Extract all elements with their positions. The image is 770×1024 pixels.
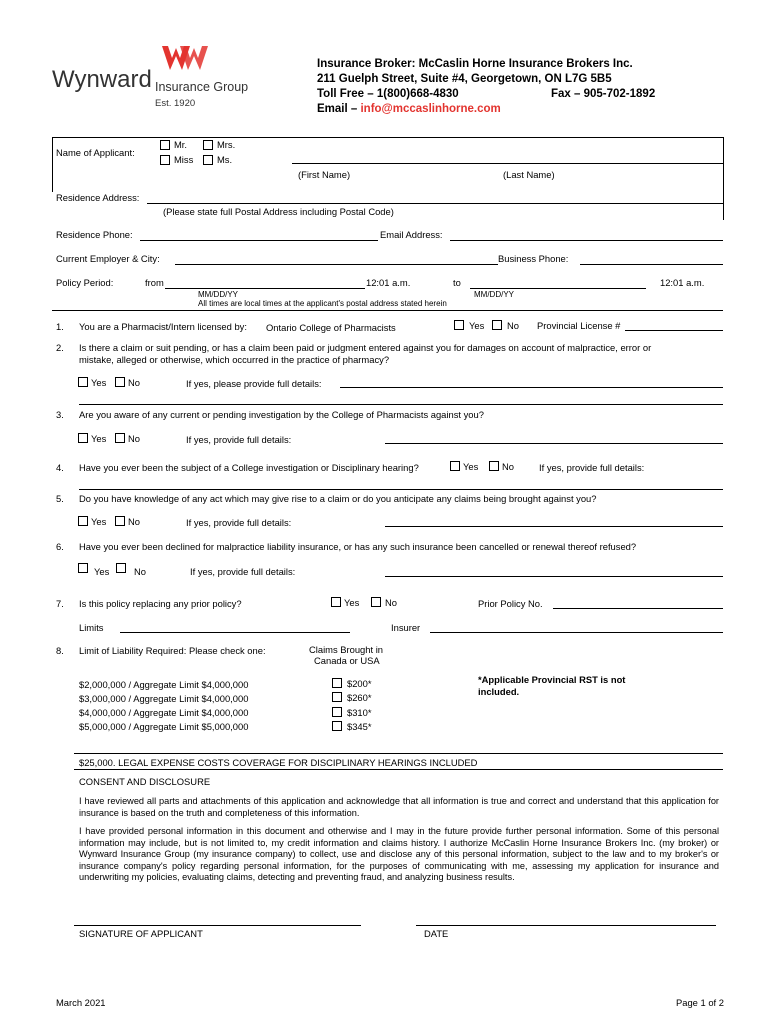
policy-time2: 12:01 a.m. <box>660 277 705 288</box>
consent-paragraph-1: I have reviewed all parts and attachments of this application and acknowledge that all information is true and correct and understand that this application for insurance is based on the truth and completeness of this information. <box>79 796 719 818</box>
q3-details-label: If yes, provide full details: <box>186 434 292 445</box>
broker-name: Insurance Broker: McCaslin Horne Insurance Brokers Inc. <box>317 58 633 70</box>
employer-label: Current Employer & City: <box>56 253 160 264</box>
q6-text: Have you ever been declined for malpractice liability insurance, or has any such insurance been cancelled or renewal thereof refused? <box>79 541 637 552</box>
q6-number: 6. <box>56 541 64 552</box>
limit-option-1: $2,000,000 / Aggregate Limit $4,000,000 <box>79 679 249 690</box>
mr-checkbox[interactable] <box>160 140 170 150</box>
q6-yes-checkbox[interactable] <box>78 563 88 573</box>
policy-format1: MM/DD/YY <box>198 290 238 299</box>
last-name-label: (Last Name) <box>503 169 555 180</box>
q5-text: Do you have knowledge of any act which may give rise to a claim or do you anticipate any claims being brought against you? <box>79 493 597 504</box>
ms-checkbox[interactable] <box>203 155 213 165</box>
ms-label: Ms. <box>217 154 233 165</box>
q8-text: Limit of Liability Required: Please check one: <box>79 645 266 656</box>
q7-yes-label: Yes <box>344 597 360 608</box>
logo-est: Est. 1920 <box>155 98 196 109</box>
miss-checkbox[interactable] <box>160 155 170 165</box>
date-label: DATE <box>424 928 449 939</box>
q2-no-label: No <box>128 377 140 388</box>
q6-yes-label: Yes <box>94 566 110 577</box>
q1-yes-checkbox[interactable] <box>454 320 464 330</box>
mrs-checkbox[interactable] <box>203 140 213 150</box>
consent-paragraph-2: I have provided personal information in this document and otherwise and I may in the future provide further personal information. Some of this personal information may include, but is not limited to, my credit information and claims history. I authorize McCaslin Horne Insurance Brokers Inc. (my broker) or Wynward Insurance Group (my insurance company) to collect, use and disclose any of this personal information, subject to the law and to my broker's or insurance company's policy regarding personal information, for the purposes of communicating with me, assessing my application for insurance and underwriting my policies, evaluating claims, detecting and preventing fraud, and analyzing business results. <box>79 826 719 882</box>
price-option-1: $200* <box>347 678 372 689</box>
q2-line1: Is there a claim or suit pending, or has a claim been paid or judgment entered against you for damages on account of malpractice, error or <box>79 342 652 353</box>
q1-yes-label: Yes <box>469 320 485 331</box>
employer-input-line[interactable] <box>175 264 498 265</box>
miss-label: Miss <box>174 154 194 165</box>
mrs-label: Mrs. <box>217 139 236 150</box>
footer-page: Page 1 of 2 <box>676 997 724 1008</box>
q5-yes-checkbox[interactable] <box>78 516 88 526</box>
q5-no-checkbox[interactable] <box>115 516 125 526</box>
q2-yes-label: Yes <box>91 377 107 388</box>
logo <box>52 42 267 112</box>
legal-coverage: $25,000. LEGAL EXPENSE COSTS COVERAGE FOR DISCIPLINARY HEARINGS INCLUDED <box>79 757 478 768</box>
q1-number: 1. <box>56 321 64 332</box>
policy-time1: 12:01 a.m. <box>366 277 411 288</box>
email-address-label: Email Address: <box>380 229 443 240</box>
q7-prior-label: Prior Policy No. <box>478 598 543 609</box>
fax: Fax – 905-702-1892 <box>551 88 656 100</box>
q5-yes-label: Yes <box>91 516 107 527</box>
q5-details-input-line[interactable] <box>385 526 723 527</box>
limit-option-2: $3,000,000 / Aggregate Limit $4,000,000 <box>79 693 249 704</box>
limit-option-4: $5,000,000 / Aggregate Limit $5,000,000 <box>79 721 249 732</box>
rst-note-line1: *Applicable Provincial RST is not <box>478 674 626 685</box>
name-input-line[interactable] <box>292 163 723 164</box>
q4-yes-label: Yes <box>463 461 479 472</box>
price-checkbox-1[interactable] <box>332 678 342 688</box>
q6-details-input-line[interactable] <box>385 576 723 577</box>
policy-to: to <box>453 277 461 288</box>
business-phone-label: Business Phone: <box>498 253 569 264</box>
q4-no-checkbox[interactable] <box>489 461 499 471</box>
price-checkbox-4[interactable] <box>332 721 342 731</box>
logo-name: Wynward <box>52 66 152 93</box>
email-label: Email – <box>317 103 361 115</box>
price-checkbox-3[interactable] <box>332 707 342 717</box>
residence-hint: (Please state full Postal Address including Postal Code) <box>163 206 394 217</box>
q1-text: You are a Pharmacist/Intern licensed by: <box>79 321 247 332</box>
q5-number: 5. <box>56 493 64 504</box>
mr-label: Mr. <box>174 139 188 150</box>
q6-no-label: No <box>134 566 146 577</box>
signature-label: SIGNATURE OF APPLICANT <box>79 928 203 939</box>
q4-details-label: If yes, provide full details: <box>539 462 645 473</box>
residence-label: Residence Address: <box>56 192 140 203</box>
policy-label: Policy Period: <box>56 277 114 288</box>
q3-text: Are you aware of any current or pending investigation by the College of Pharmacists against you? <box>79 409 484 420</box>
price-option-2: $260* <box>347 692 372 703</box>
q4-details-input-line[interactable] <box>79 489 723 490</box>
q1-license-input-line[interactable] <box>625 330 723 331</box>
q2-details-label: If yes, please provide full details: <box>186 378 322 389</box>
q8-claims-line1: Claims Brought in <box>309 644 383 655</box>
price-checkbox-2[interactable] <box>332 692 342 702</box>
q7-text: Is this policy replacing any prior policy? <box>79 598 242 609</box>
q1-no-label: No <box>507 320 519 331</box>
q4-number: 4. <box>56 462 64 473</box>
policy-from: from <box>145 277 164 288</box>
price-option-4: $345* <box>347 721 372 732</box>
q8-number: 8. <box>56 645 64 656</box>
toll-free: Toll Free – 1(800)668-4830 <box>317 88 459 100</box>
q1-license-label: Provincial License # <box>537 320 621 331</box>
q2-yes-checkbox[interactable] <box>78 377 88 387</box>
rst-note-line2: included. <box>478 686 520 697</box>
q7-insurer-input-line[interactable] <box>430 632 723 633</box>
policy-note: All times are local times at the applicant's postal address stated herein <box>198 299 447 308</box>
q7-prior-input-line[interactable] <box>553 608 723 609</box>
logo-sub: Insurance Group <box>155 80 249 94</box>
q3-yes-label: Yes <box>91 433 107 444</box>
q7-limits-input-line[interactable] <box>120 632 350 633</box>
phone-label: Residence Phone: <box>56 229 133 240</box>
q6-no-checkbox[interactable] <box>116 563 126 573</box>
q2-number: 2. <box>56 342 64 353</box>
limit-option-3: $4,000,000 / Aggregate Limit $4,000,000 <box>79 707 249 718</box>
email-input-line[interactable] <box>450 240 723 241</box>
q5-details-label: If yes, provide full details: <box>186 517 292 528</box>
q7-limits-label: Limits <box>79 622 104 633</box>
q8-claims-line2: Canada or USA <box>314 655 380 666</box>
signature-input-line[interactable] <box>74 925 361 926</box>
business-phone-input-line[interactable] <box>580 264 723 265</box>
q7-yes-checkbox[interactable] <box>331 597 341 607</box>
price-option-3: $310* <box>347 707 372 718</box>
phone-input-line[interactable] <box>140 240 378 241</box>
q6-details-label: If yes, provide full details: <box>190 566 296 577</box>
policy-to-input-line[interactable] <box>470 288 646 289</box>
q4-text: Have you ever been the subject of a College investigation or Disciplinary hearing? <box>79 462 419 473</box>
q4-yes-checkbox[interactable] <box>450 461 460 471</box>
q3-yes-checkbox[interactable] <box>78 433 88 443</box>
date-input-line[interactable] <box>416 925 716 926</box>
q7-no-checkbox[interactable] <box>371 597 381 607</box>
q7-insurer-label: Insurer <box>391 622 421 633</box>
broker-header <box>317 57 677 117</box>
q2-details-input-line[interactable] <box>340 387 723 388</box>
q4-no-label: No <box>502 461 514 472</box>
q3-number: 3. <box>56 409 64 420</box>
q1-no-checkbox[interactable] <box>492 320 502 330</box>
q3-no-checkbox[interactable] <box>115 433 125 443</box>
wynward-mark-icon <box>160 44 210 72</box>
consent-title: CONSENT AND DISCLOSURE <box>79 776 211 787</box>
q2-details-input-line2[interactable] <box>79 404 723 405</box>
q7-number: 7. <box>56 598 64 609</box>
q7-no-label: No <box>385 597 397 608</box>
footer-date: March 2021 <box>56 997 106 1008</box>
q5-no-label: No <box>128 516 140 527</box>
policy-from-input-line[interactable] <box>165 288 365 289</box>
q2-no-checkbox[interactable] <box>115 377 125 387</box>
policy-format2: MM/DD/YY <box>474 290 514 299</box>
q3-no-label: No <box>128 433 140 444</box>
email-link[interactable]: info@mccaslinhorne.com <box>360 103 501 115</box>
applicant-label: Name of Applicant: <box>56 147 135 158</box>
broker-address: 211 Guelph Street, Suite #4, Georgetown, ON L7G 5B5 <box>317 73 612 85</box>
q3-details-input-line[interactable] <box>385 443 723 444</box>
q1-body: Ontario College of Pharmacists <box>266 322 396 333</box>
residence-input-line[interactable] <box>147 203 723 204</box>
q2-line2: mistake, alleged or otherwise, which occurred in the practice of pharmacy? <box>79 354 390 365</box>
first-name-label: (First Name) <box>298 169 351 180</box>
